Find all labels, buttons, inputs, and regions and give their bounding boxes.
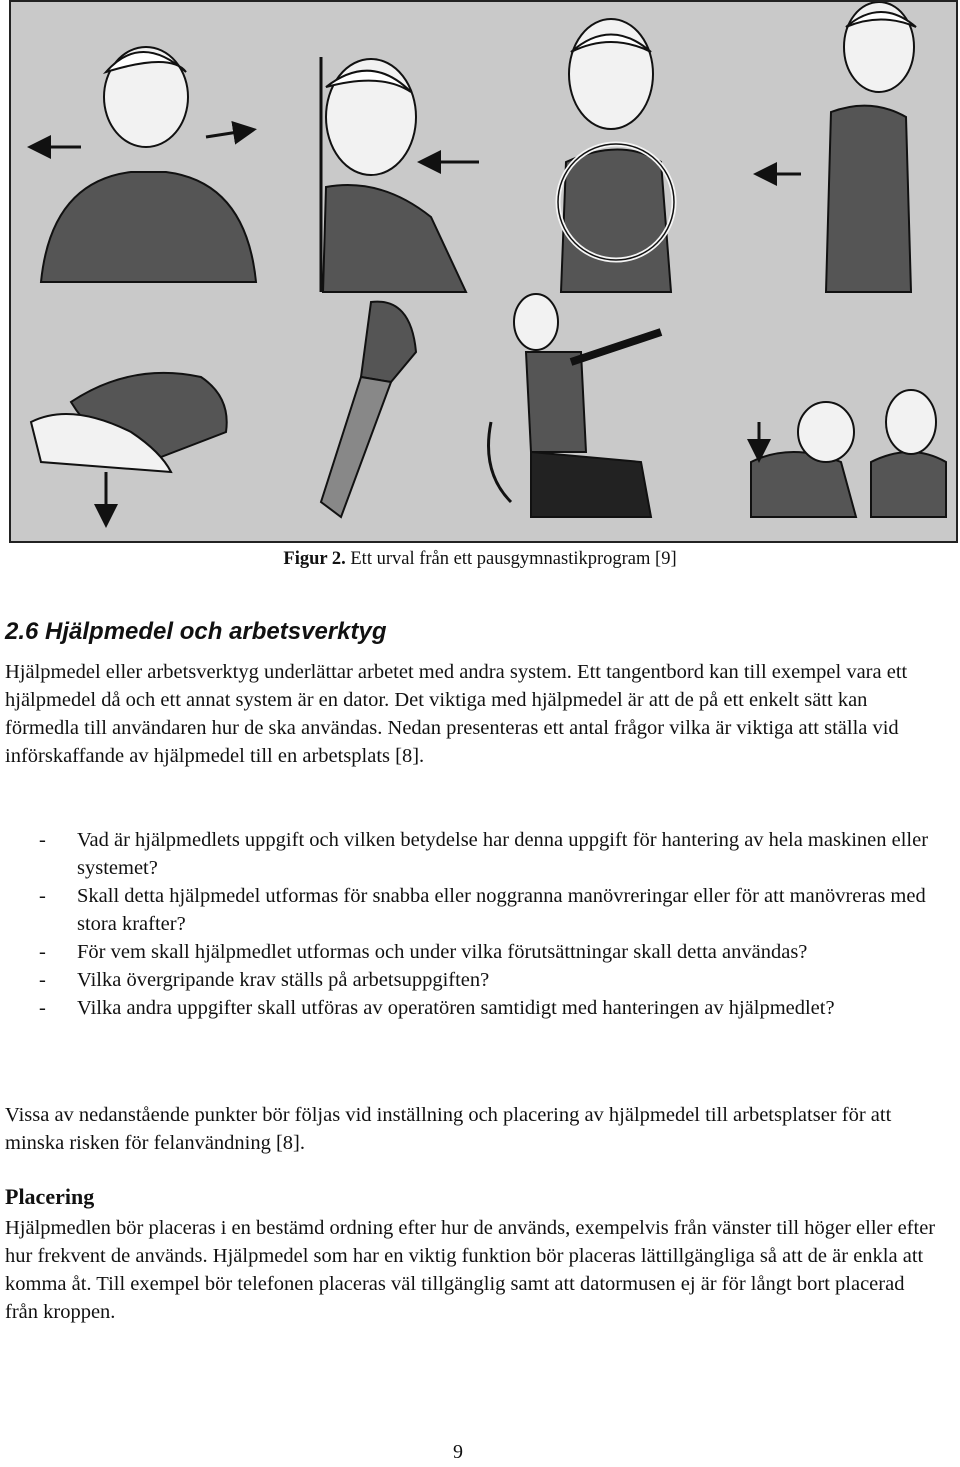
placement-paragraph: Hjälpmedlen bör placeras i en bestämd ordning efter hur de används, exempelvis från vänster till höger eller efter hur frekvent de används. Hjälpmedel som har en viktig funktion bör placeras lättillgängliga så att de är enkla att komma åt. Till exempel bör telefonen placeras väl tillgänglig samt att datormusen ej är för långt bort placerad från kroppen. (5, 1217, 936, 1323)
list-item-text: Vilka övergripande krav ställs på arbetsuppgiften? (77, 969, 490, 991)
section-heading: 2.6 Hjälpmedel och arbetsverktyg (5, 618, 387, 645)
figure-seated-reach (489, 294, 662, 517)
page-number: 9 (453, 1441, 463, 1463)
list-item: - För vem skall hjälpmedlet utformas och under vilka förutsättningar skall detta användas? (39, 941, 808, 963)
figure-chin-tuck (321, 57, 479, 292)
list-item: - Vilka andra uppgifter skall utföras av operatören samtidigt med hanteringen av hjälpmedlet? (39, 997, 835, 1019)
list-item: - Skall detta hjälpmedel utformas för snabba eller noggranna manövreringar eller för att manövreras med stora krafter? (39, 885, 926, 935)
figure-posture-side (759, 2, 916, 292)
caption-label: Figur 2. (283, 549, 346, 569)
exercise-illustration (9, 0, 958, 543)
list-item-text: För vem skall hjälpmedlet utformas och under vilka förutsättningar skall detta användas? (77, 941, 808, 963)
list-item: - Vilka övergripande krav ställs på arbetsuppgiften? (39, 969, 490, 991)
subheading-placering: Placering (5, 1184, 95, 1209)
figure-wrist-stretch (31, 373, 227, 522)
list-item-text: Skall detta hjälpmedel utformas för snabba eller noggranna manövreringar eller för att manövreras med stora krafter? (77, 885, 926, 935)
list-item-text: Vilka andra uppgifter skall utföras av operatören samtidigt med hanteringen av hjälpmedlet? (77, 997, 835, 1019)
intro-paragraph: Hjälpmedel eller arbetsverktyg underlättar arbetet med andra system. Ett tangentbord kan till exempel vara ett hjälpmedel då och ett annat system är en dator. Det viktiga med hjälpmedel är att de på ett enkelt sätt kan förmedla till användaren hur de ska användas. Nedan presenteras ett antal frågor vilka är viktiga att ställa vid införskaffande av hjälpmedel till en arbetsplats [8]. (5, 661, 908, 767)
list-item-text: Vad är hjälpmedlets uppgift och vilken betydelse har denna uppgift för hantering av hela maskinen eller systemet? (77, 829, 929, 879)
figure-shoulder-squeeze (33, 47, 256, 282)
closing-paragraph: Vissa av nedanstående punkter bör följas vid inställning och placering av hjälpmedel till arbetsplatser för att minska risken för felanvändning [8]. (5, 1104, 892, 1154)
caption-text: Ett urval från ett pausgymnastikprogram [9] (345, 549, 677, 569)
figure-caption (0, 546, 960, 572)
figure-arm-stretch (321, 302, 416, 517)
figure-shoulder-roll (558, 19, 674, 292)
question-list (5, 826, 940, 1022)
list-item: - Vad är hjälpmedlets uppgift och vilken betydelse har denna uppgift för hantering av hela maskinen eller systemet? (39, 829, 929, 879)
figure-neck-stretch (751, 390, 946, 517)
exercise-drawings (11, 2, 956, 541)
